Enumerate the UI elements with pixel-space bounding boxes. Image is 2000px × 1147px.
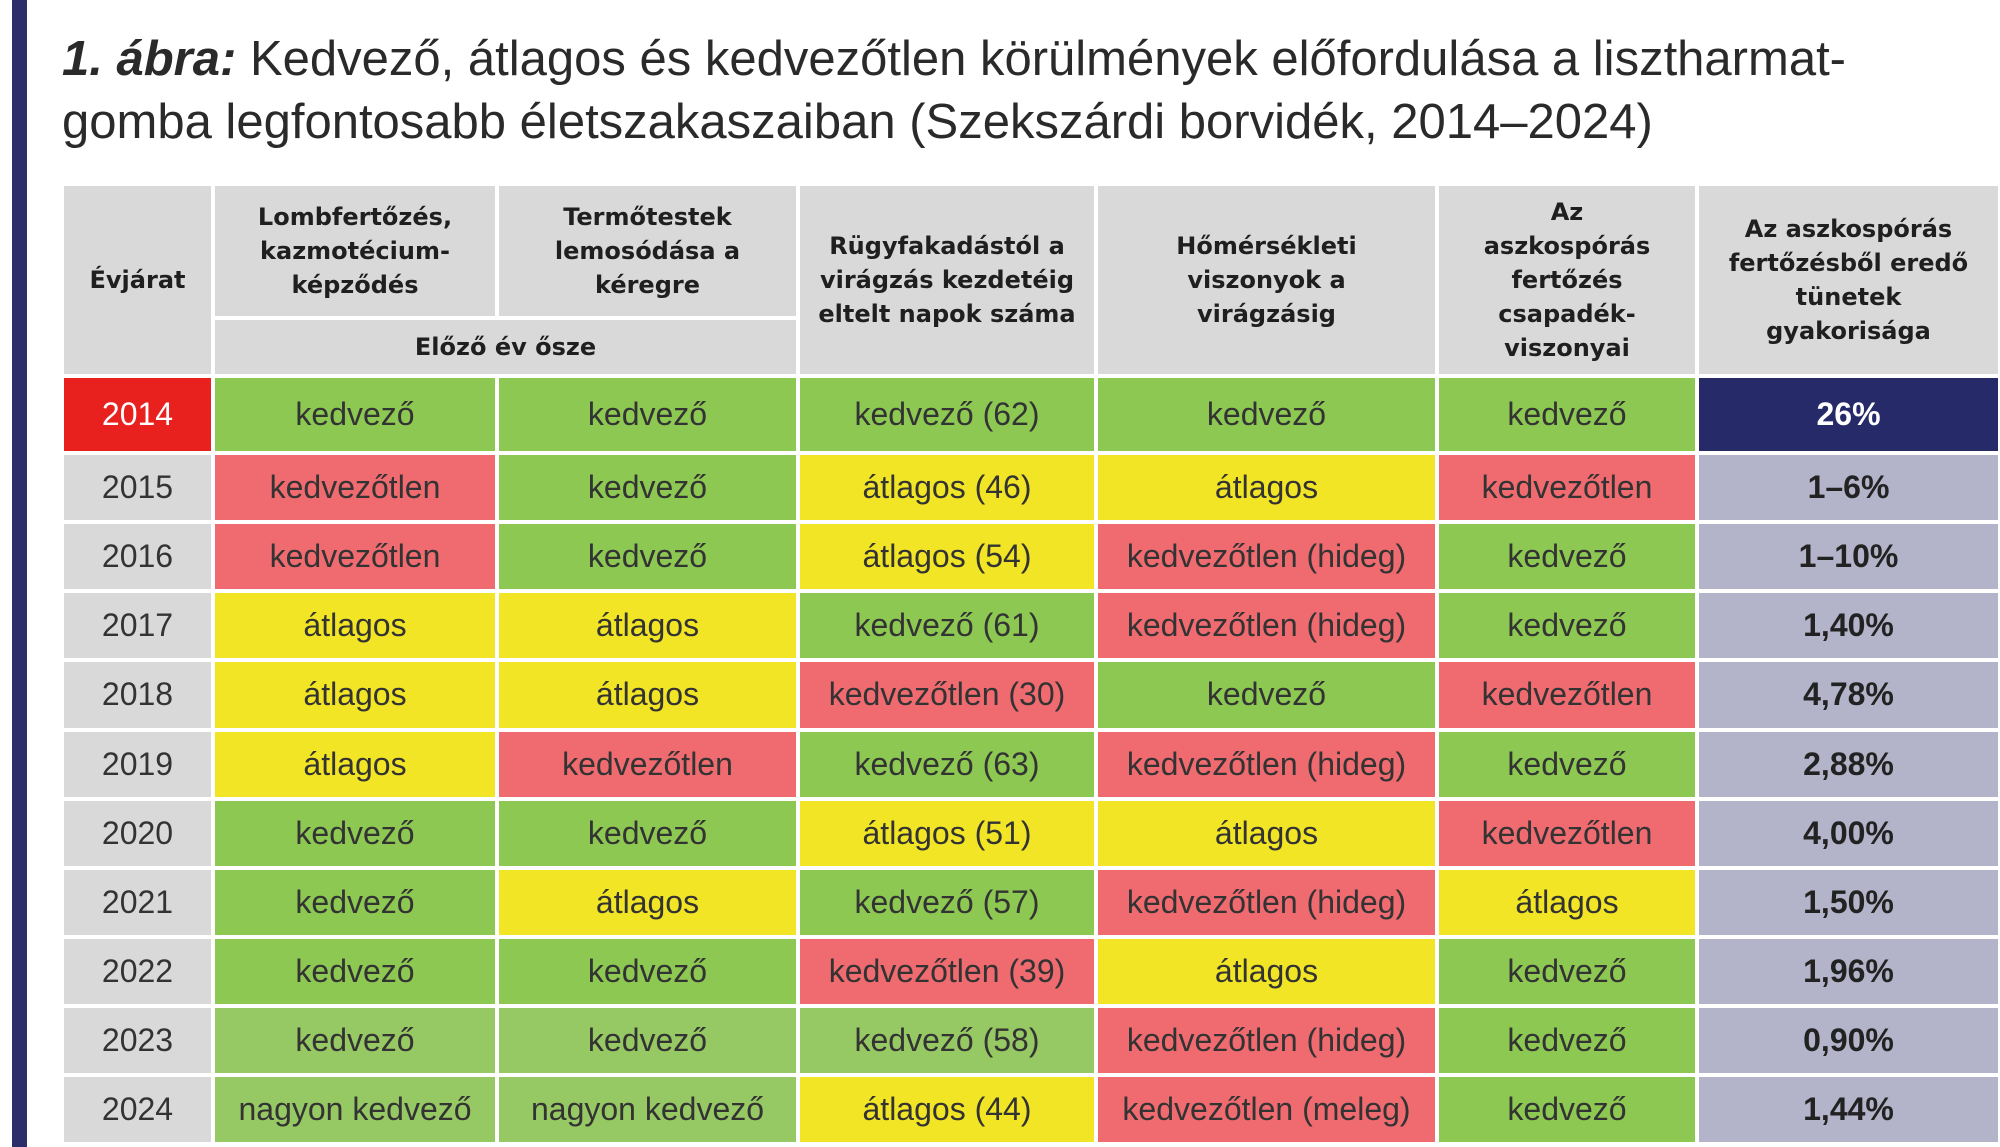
temperature-cell: kedvezőtlen (hideg) [1096, 591, 1437, 660]
year-cell: 2020 [62, 799, 213, 868]
washoff-cell: kedvező [497, 1006, 798, 1075]
washoff-cell: átlagos [497, 660, 798, 729]
days-cell: átlagos (54) [798, 522, 1096, 591]
frequency-cell: 1–6% [1697, 453, 2000, 522]
temperature-cell: átlagos [1096, 937, 1437, 1006]
year-cell: 2019 [62, 730, 213, 799]
precipitation-cell: kedvező [1437, 591, 1697, 660]
washoff-cell: kedvezőtlen [497, 730, 798, 799]
precipitation-cell: kedvező [1437, 937, 1697, 1006]
header-leaf-infection [213, 184, 497, 318]
days-cell: kedvező (57) [798, 868, 1096, 937]
frequency-cell: 4,00% [1697, 799, 2000, 868]
frequency-cell: 1,50% [1697, 868, 2000, 937]
days-cell: kedvezőtlen (30) [798, 660, 1096, 729]
precipitation-cell: kedvező [1437, 1006, 1697, 1075]
header-fruiting-body-washoff [497, 184, 798, 318]
temperature-cell: kedvező [1096, 660, 1437, 729]
year-cell: 2015 [62, 453, 213, 522]
days-cell: kedvező (58) [798, 1006, 1096, 1075]
precipitation-cell: kedvező [1437, 730, 1697, 799]
table-row [62, 799, 2000, 868]
year-cell: 2018 [62, 660, 213, 729]
header-fruiting-body-washoff-label: Termőtestek lemosódása a kéregre [554, 203, 741, 299]
washoff-cell: kedvező [497, 937, 798, 1006]
precipitation-cell: átlagos [1437, 868, 1697, 937]
days-cell: átlagos (51) [798, 799, 1096, 868]
frequency-cell: 1–10% [1697, 522, 2000, 591]
frequency-cell: 2,88% [1697, 730, 2000, 799]
washoff-cell: átlagos [497, 591, 798, 660]
washoff-cell: kedvező [497, 522, 798, 591]
days-cell: átlagos (46) [798, 453, 1096, 522]
temperature-cell: kedvezőtlen (meleg) [1096, 1075, 1437, 1144]
table-body [62, 376, 2000, 1144]
year-cell: 2024 [62, 1075, 213, 1144]
temperature-cell: kedvezőtlen (hideg) [1096, 730, 1437, 799]
header-days-label: Rügyfakadástól a virágzás kezdetéig eltelt napok száma [818, 232, 1076, 328]
figure-label: 1. ábra: [62, 32, 237, 86]
table-row [62, 730, 2000, 799]
year-cell: 2022 [62, 937, 213, 1006]
leaf-infection-cell: kedvező [213, 868, 497, 937]
year-cell: 2016 [62, 522, 213, 591]
table-row [62, 937, 2000, 1006]
header-precipitation-label: Az aszkospórás fertőzés csapadék-viszonyai [1483, 198, 1651, 362]
header-temperature [1096, 184, 1437, 376]
year-cell: 2014 [62, 376, 213, 453]
table-header [62, 184, 2000, 376]
precipitation-cell: kedvezőtlen [1437, 799, 1697, 868]
washoff-cell: nagyon kedvező [497, 1075, 798, 1144]
frequency-cell: 26% [1697, 376, 2000, 453]
temperature-cell: kedvezőtlen (hideg) [1096, 868, 1437, 937]
temperature-cell: kedvező [1096, 376, 1437, 453]
table-row [62, 376, 2000, 453]
leaf-infection-cell: kedvező [213, 376, 497, 453]
frequency-cell: 1,40% [1697, 591, 2000, 660]
table-row [62, 591, 2000, 660]
header-ascospore-precipitation [1437, 184, 1697, 376]
temperature-cell: kedvezőtlen (hideg) [1096, 522, 1437, 591]
table-row [62, 1006, 2000, 1075]
header-temperature-label: Hőmérsékleti viszonyok a virágzásig [1176, 232, 1357, 328]
temperature-cell: átlagos [1096, 799, 1437, 868]
leaf-infection-cell: átlagos [213, 660, 497, 729]
washoff-cell: kedvező [497, 453, 798, 522]
precipitation-cell: kedvezőtlen [1437, 453, 1697, 522]
temperature-cell: átlagos [1096, 453, 1437, 522]
days-cell: kedvezőtlen (39) [798, 937, 1096, 1006]
washoff-cell: kedvező [497, 799, 798, 868]
precipitation-cell: kedvező [1437, 1075, 1697, 1144]
leaf-infection-cell: átlagos [213, 591, 497, 660]
leaf-infection-cell: kedvező [213, 937, 497, 1006]
washoff-cell: átlagos [497, 868, 798, 937]
header-previous-autumn: Előző év ősze [213, 318, 798, 376]
leaf-infection-cell: nagyon kedvező [213, 1075, 497, 1144]
header-days-budbreak-flowering [798, 184, 1096, 376]
precipitation-cell: kedvezőtlen [1437, 660, 1697, 729]
leaf-infection-cell: kedvezőtlen [213, 522, 497, 591]
days-cell: kedvező (61) [798, 591, 1096, 660]
year-cell: 2021 [62, 868, 213, 937]
days-cell: kedvező (63) [798, 730, 1096, 799]
days-cell: kedvező (62) [798, 376, 1096, 453]
year-cell: 2017 [62, 591, 213, 660]
frequency-cell: 1,44% [1697, 1075, 2000, 1144]
frequency-cell: 1,96% [1697, 937, 2000, 1006]
header-symptom-frequency [1697, 184, 2000, 376]
year-cell: 2023 [62, 1006, 213, 1075]
leaf-infection-cell: kedvezőtlen [213, 453, 497, 522]
precipitation-cell: kedvező [1437, 522, 1697, 591]
header-leaf-infection-label: Lombfertőzés, kazmotécium-képződés [257, 203, 453, 299]
leaf-infection-cell: kedvező [213, 1006, 497, 1075]
frequency-cell: 4,78% [1697, 660, 2000, 729]
washoff-cell: kedvező [497, 376, 798, 453]
frequency-cell: 0,90% [1697, 1006, 2000, 1075]
figure-title [62, 28, 1982, 154]
table-row [62, 868, 2000, 937]
leaf-infection-cell: átlagos [213, 730, 497, 799]
days-cell: átlagos (44) [798, 1075, 1096, 1144]
table-row [62, 522, 2000, 591]
precipitation-cell: kedvező [1437, 376, 1697, 453]
table-row [62, 1075, 2000, 1144]
accent-bar [12, 0, 27, 1147]
header-year: Évjárat [62, 184, 213, 376]
temperature-cell: kedvezőtlen (hideg) [1096, 1006, 1437, 1075]
conditions-table [60, 182, 2000, 1146]
header-frequency-label: Az aszkospórás fertőzésből eredő tünetek gyakorisága [1728, 215, 1969, 345]
table-row [62, 453, 2000, 522]
figure-caption: Kedvező, átlagos és kedvezőtlen körülmények előfordulása a lisztharmat-gomba legfontosabb életszakaszaiban (Szekszárdi borvidék, 2014–2024) [62, 32, 1847, 149]
table-row [62, 660, 2000, 729]
leaf-infection-cell: kedvező [213, 799, 497, 868]
